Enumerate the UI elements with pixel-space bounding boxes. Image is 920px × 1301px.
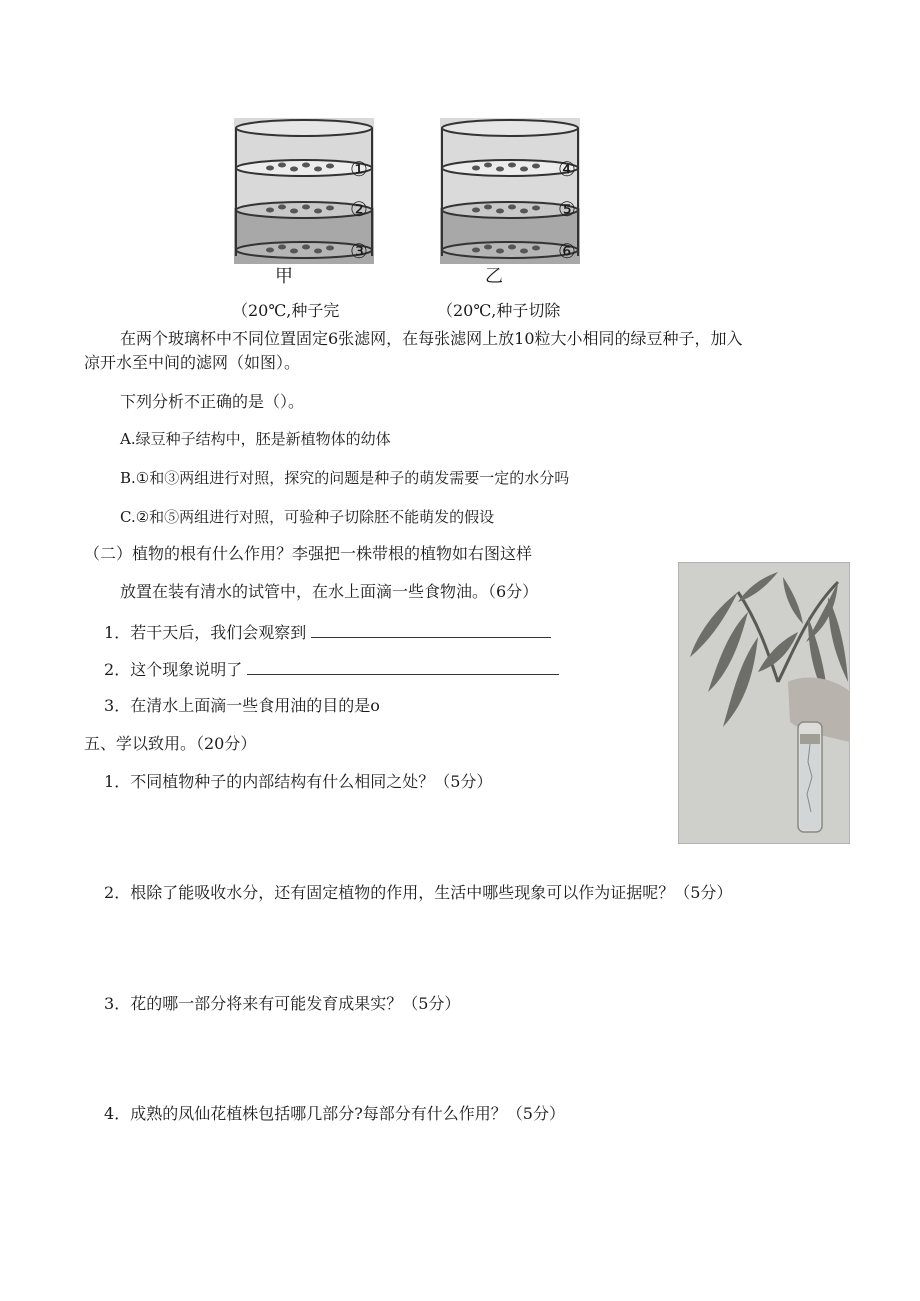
section-five-item-4 xyxy=(104,1103,565,1125)
cup-a-caption: （20℃,种子完 xyxy=(232,301,340,320)
cup-b-label: 乙 xyxy=(485,266,503,287)
answer-blank-1[interactable] xyxy=(311,621,551,638)
cup-b-marker-6: ⑥ xyxy=(558,239,576,263)
section-two-line-2: 放置在装有清水的试管中，在水上面滴一些食物油。（6分） xyxy=(120,582,539,601)
section-two-title: （二）植物的根有什么作用？李强把一株带根的植物如右图这样 xyxy=(84,544,533,563)
section-two-item-3 xyxy=(104,695,380,717)
answer-blank-2[interactable] xyxy=(247,658,559,675)
item-text: ．不同植物种子的内部结构有什么相同之处？（5分） xyxy=(114,772,493,791)
item-text: ．这个现象说明了 xyxy=(114,660,243,679)
item-text: ．成熟的凤仙花植株包括哪几部分?每部分有什么作用？（5分） xyxy=(114,1104,565,1123)
cup-b-marker-4: ④ xyxy=(558,157,576,181)
section-five-item-2 xyxy=(104,882,732,904)
option-b: B.①和③两组进行对照，探究的问题是种子的萌发需要一定的水分吗 xyxy=(120,469,570,487)
question-text: 下列分析不正确的是（）。 xyxy=(120,392,305,411)
cup-b-caption: （20℃,种子切除 xyxy=(437,301,561,320)
item-text: ．花的哪一部分将来有可能发育成果实？（5分） xyxy=(114,994,461,1013)
cup-a-marker-2: ② xyxy=(350,197,368,221)
plant-photo-drawing xyxy=(678,562,850,844)
cup-b-marker-5: ⑤ xyxy=(558,197,576,221)
item-number: 2 xyxy=(104,660,115,679)
cup-a-marker-3: ③ xyxy=(350,239,368,263)
option-c: C.②和⑤两组进行对照，可验种子切除胚不能萌发的假设 xyxy=(120,508,495,526)
section-two-item-1 xyxy=(104,621,551,644)
item-number: 2 xyxy=(104,883,115,902)
plant-test-tube-photo xyxy=(678,562,850,844)
section-five-item-1 xyxy=(104,771,492,793)
section-two-item-2 xyxy=(104,658,559,681)
item-text: ．若干天后，我们会观察到 xyxy=(114,623,307,642)
item-number: 3 xyxy=(104,696,115,715)
cup-a-marker-1: ① xyxy=(350,157,368,181)
intro-line-2: 凉开水至中间的滤网（如图）。 xyxy=(84,353,301,372)
section-five-title: 五、学以致用。（20分） xyxy=(84,734,257,753)
item-number: 4 xyxy=(104,1104,115,1123)
option-a: A.绿豆种子结构中，胚是新植物体的幼体 xyxy=(120,430,391,448)
intro-line-1: 在两个玻璃杯中不同位置固定6张滤网，在每张滤网上放10粒大小相同的绿豆种子，加入 xyxy=(120,329,743,348)
item-text: ．在清水上面滴一些食用油的目的是o xyxy=(114,696,380,715)
item-number: 1 xyxy=(104,772,115,791)
cup-a-label: 甲 xyxy=(275,266,293,287)
item-number: 3 xyxy=(104,994,115,1013)
item-text: ．根除了能吸收水分，还有固定植物的作用，生活中哪些现象可以作为证据呢？（5分） xyxy=(114,883,733,902)
section-five-item-3 xyxy=(104,993,460,1015)
item-number: 1 xyxy=(104,623,115,642)
